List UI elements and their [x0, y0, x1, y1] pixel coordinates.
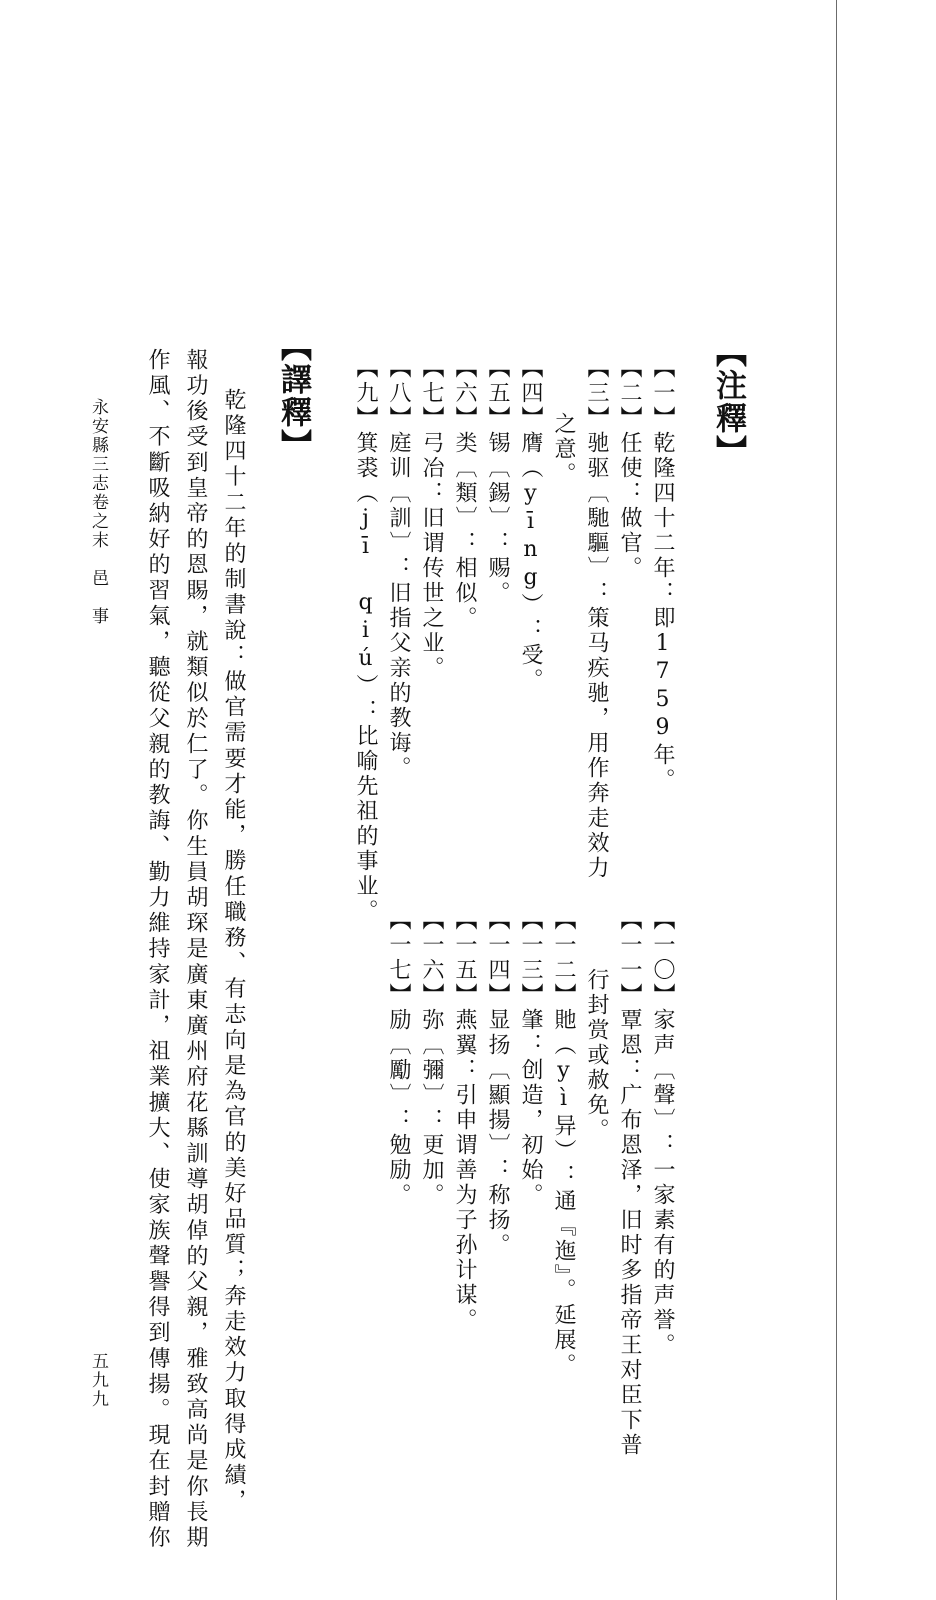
translation-line: 報功後受到皇帝的恩賜，就類似於仁了。你生員胡琛是廣東廣州府花縣訓導胡倬的父親，雅致高尚是你長期	[183, 348, 208, 1552]
page-number: 五九九	[88, 1352, 108, 1409]
note-line: 【一一】覃恩：广布恩泽，旧时多指帝王对臣下普	[617, 908, 642, 1458]
note-line: 【九】箕裘（jī qiú）：比喻先祖的事业。	[353, 356, 378, 924]
note-line: 【一三】肇：创造，初始。	[518, 908, 543, 1208]
note-line: 【一五】燕翼：引申谓善为子孙计谋。	[452, 908, 477, 1333]
note-line: 【一四】显扬〔顯揚〕：称扬。	[485, 908, 510, 1258]
notes-heading: 【注釋】	[710, 336, 746, 468]
note-line: 之意。	[551, 412, 576, 487]
note-line: 【七】弓冶：旧谓传世之业。	[419, 356, 444, 681]
translation-line: 乾隆四十二年的制書說：做官需要才能，勝任職務、有志向是為官的美好品質；奔走效力取得成績，	[221, 388, 246, 1515]
note-line: 【五】锡〔錫〕：赐。	[485, 356, 510, 606]
note-line: 行封赏或赦免。	[584, 968, 609, 1143]
page-edge-line	[836, 0, 837, 1600]
note-line: 【三】驰驱〔馳驅〕：策马疾驰，用作奔走效力	[584, 356, 609, 881]
note-line: 【二】任使：做官。	[617, 356, 642, 581]
note-line: 【四】膺（yīng）：受。	[518, 356, 543, 693]
note-line: 【一七】励〔勵〕：勉励。	[386, 908, 411, 1208]
note-line: 【六】类〔類〕：相似。	[452, 356, 477, 631]
note-line: 【八】庭训〔訓〕：旧指父亲的教诲。	[386, 356, 411, 781]
note-line: 【一二】貤（yì异）：通『迤』。延展。	[551, 908, 576, 1378]
translation-line: 作風、不斷吸納好的習氣，聽從父親的教誨、勤力維持家計，祖業擴大、使家族聲譽得到傳揚。現在封贈你	[145, 348, 170, 1552]
note-line: 【一】乾隆四十二年：即1759年。	[650, 356, 675, 793]
book-title-footer: 永安縣三志卷之末 邑 事	[88, 398, 108, 626]
note-line: 【一〇】家声〔聲〕：一家素有的声誉。	[650, 908, 675, 1358]
note-line: 【一六】弥〔彌〕：更加。	[419, 908, 444, 1208]
translation-heading: 【譯釋】	[275, 330, 311, 462]
